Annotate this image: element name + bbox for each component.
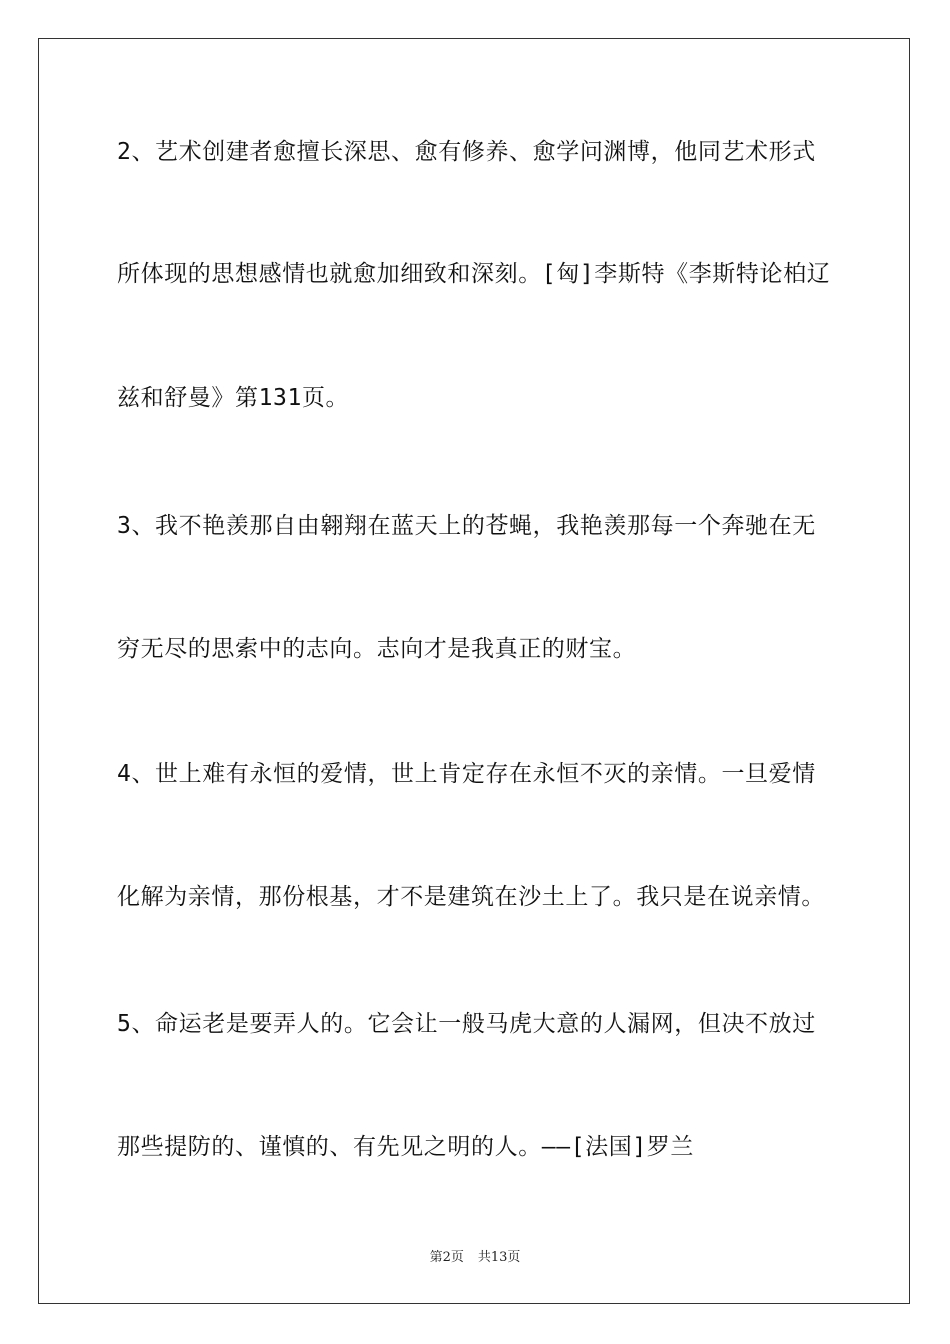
text-line: 4、世上难有永恒的爱情，世上肯定存在永恒不灭的亲情。一旦爱情 <box>117 761 816 787</box>
text-line: 2、艺术创建者愈擅长深思、愈有修养、愈学问渊博，他同艺术形式 <box>117 139 816 165</box>
page-footer <box>0 1246 950 1265</box>
text-line: 那些提防的、谨慎的、有先见之明的人。——[法国]罗兰 <box>117 1134 694 1160</box>
text-line: 5、命运老是要弄人的。它会让一般马虎大意的人漏网，但决不放过 <box>117 1011 816 1037</box>
text-line: 化解为亲情，那份根基，才不是建筑在沙土上了。我只是在说亲情。 <box>117 884 825 910</box>
text-line: 兹和舒曼》第131页。 <box>117 385 350 411</box>
page-border <box>38 38 910 1304</box>
page-total: 共13页 <box>477 1250 521 1265</box>
text-line: 3、我不艳羡那自由翱翔在蓝天上的苍蝇，我艳羡那每一个奔驰在无 <box>117 513 816 539</box>
text-line: 所体现的思想感情也就愈加细致和深刻。[匈]李斯特《李斯特论柏辽 <box>117 261 831 287</box>
text-line: 穷无尽的思索中的志向。志向才是我真正的财宝。 <box>117 636 637 662</box>
page-number: 第2页 <box>429 1250 464 1265</box>
